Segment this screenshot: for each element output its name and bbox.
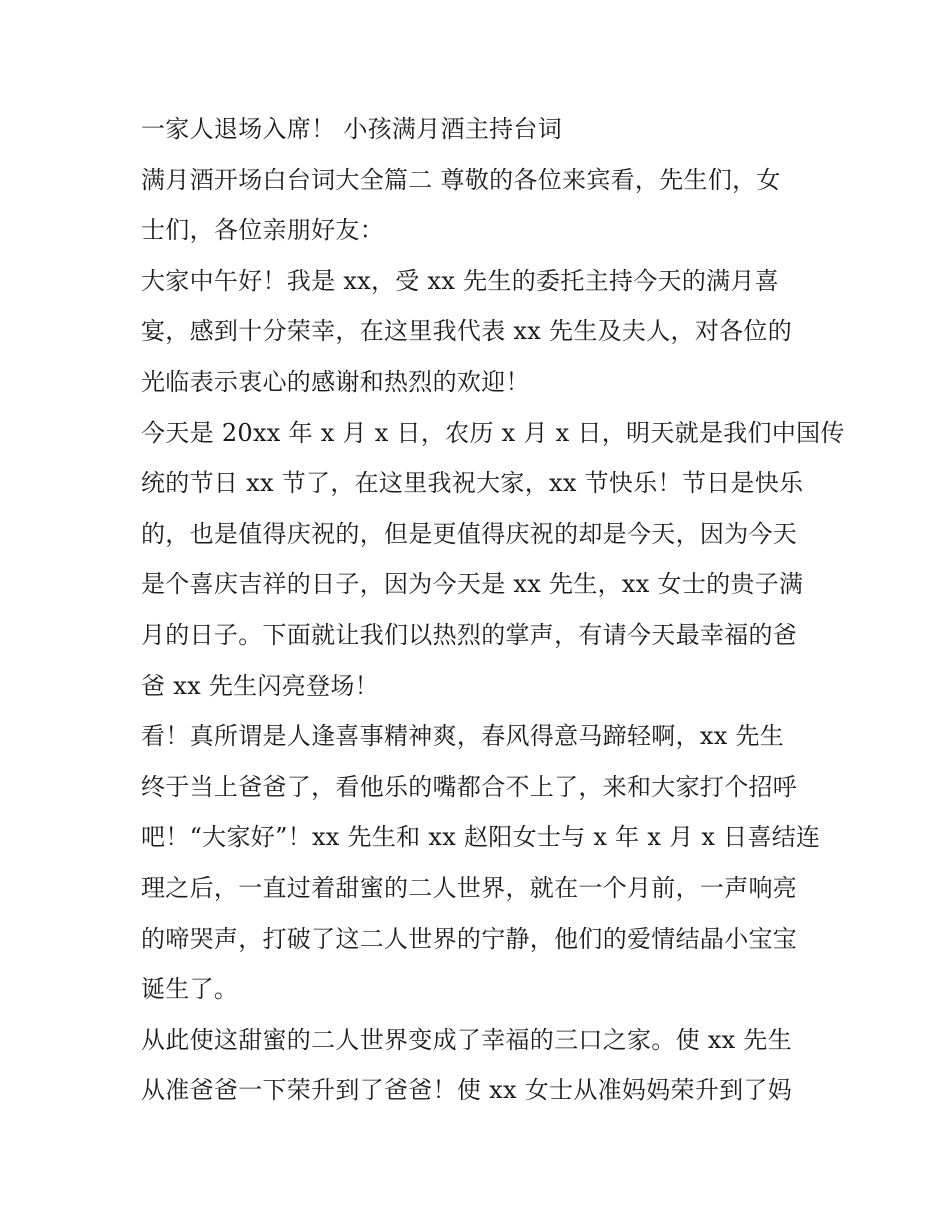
text-line: 终于当上爸爸了，看他乐的嘴都合不上了，来和大家打个招呼 (141, 772, 798, 801)
text-line: 理之后，一直过着甜蜜的二人世界，就在一个月前，一声响亮 (141, 873, 798, 902)
text-line: 是个喜庆吉祥的日子，因为今天是 xx 先生，xx 女士的贵子满 (141, 570, 804, 599)
text-line: 光临表示衷心的感谢和热烈的欢迎！ (141, 367, 530, 396)
text-line: 从准爸爸一下荣升到了爸爸！使 xx 女士从准妈妈荣升到了妈 (141, 1076, 793, 1105)
text-line: 爸 xx 先生闪亮登场！ (141, 671, 379, 700)
text-line: 统的节日 xx 节了，在这里我祝大家，xx 节快乐！节日是快乐 (141, 469, 804, 498)
text-line: 从此使这甜蜜的二人世界变成了幸福的三口之家。使 xx 先生 (141, 1025, 793, 1054)
text-line: 看！真所谓是人逢喜事精神爽，春风得意马蹄轻啊，xx 先生 (141, 722, 785, 751)
text-line: 满月酒开场白台词大全篇二 尊敬的各位来宾看，先生们，女 (141, 165, 781, 194)
text-line: 吧！“大家好”！xx 先生和 xx 赵阳女士与 x 年 x 月 x 日喜结连 (141, 823, 821, 852)
document-body (141, 104, 845, 1116)
text-line: 诞生了。 (141, 975, 239, 1004)
text-line: 的，也是值得庆祝的，但是更值得庆祝的却是今天，因为今天 (141, 519, 798, 548)
text-line: 的啼哭声，打破了这二人世界的宁静，他们的爱情结晶小宝宝 (141, 924, 798, 953)
text-line: 士们，各位亲朋好友： (141, 216, 384, 245)
text-line: 宴，感到十分荣幸，在这里我代表 xx 先生及夫人，对各位的 (141, 317, 793, 346)
text-line: 月的日子。下面就让我们以热烈的掌声，有请今天最幸福的爸 (141, 620, 798, 649)
text-line: 今天是 20xx 年 x 月 x 日，农历 x 月 x 日，明天就是我们中国传 (141, 418, 845, 447)
text-line: 一家人退场入席！ 小孩满月酒主持台词 (141, 115, 563, 143)
text-line: 大家中午好！我是 xx，受 xx 先生的委托主持今天的满月喜 (141, 266, 780, 295)
